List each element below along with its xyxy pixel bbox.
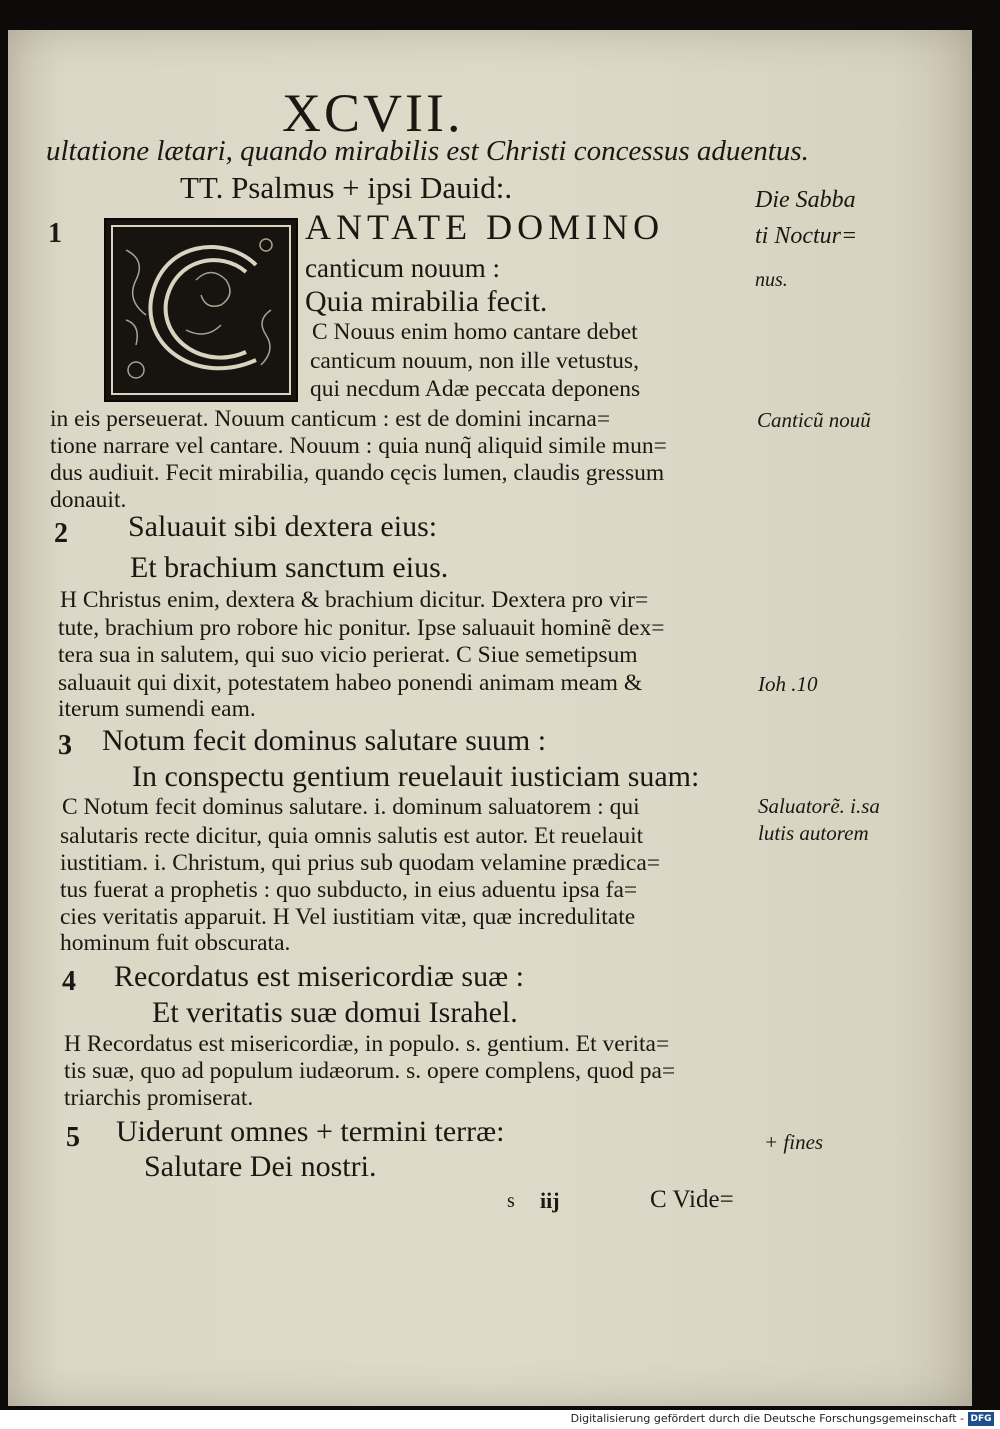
commentary-line: tis suæ, quo ad populum iudæorum. s. opere complens, quod pa= bbox=[64, 1058, 676, 1084]
verse-number: 4 bbox=[62, 966, 76, 997]
catchword: C Vide= bbox=[650, 1186, 734, 1213]
verse-number: 2 bbox=[54, 518, 68, 549]
verse-line: Salutare Dei nostri. bbox=[144, 1150, 377, 1183]
running-line: ultatione lætari, quando mirabilis est Christi concessus aduentus. bbox=[46, 135, 809, 167]
commentary-line: tute, brachium pro robore hic ponitur. Ipse saluauit hominẽ dex= bbox=[58, 615, 665, 641]
verse-number: 3 bbox=[58, 730, 72, 761]
commentary-line: tus fuerat a prophetis : quo subducto, in eius aduentu ipsa fa= bbox=[60, 877, 638, 903]
signature-mark: s bbox=[507, 1190, 515, 1212]
marginal-note: + fines bbox=[764, 1130, 824, 1154]
marginal-note: lutis autorem bbox=[758, 821, 869, 845]
commentary-line: triarchis promiserat. bbox=[64, 1085, 254, 1111]
footer-credit: Digitalisierung gefördert durch die Deutsche Forschungsgemeinschaft - bbox=[570, 1412, 964, 1425]
marginal-note: nus. bbox=[755, 269, 788, 291]
commentary-line: canticum nouum, non ille vetustus, bbox=[310, 348, 639, 374]
verse-line: In conspectu gentium reuelauit iusticiam suam: bbox=[132, 760, 700, 793]
verse-number: 1 bbox=[48, 218, 62, 249]
commentary-line: saluauit qui dixit, potestatem habeo ponendi animam meam & bbox=[58, 670, 643, 696]
marginal-note: Die Sabba bbox=[755, 187, 856, 213]
commentary-line: donauit. bbox=[50, 487, 127, 513]
signature-number: iij bbox=[540, 1188, 560, 1213]
psalm-title: TT. Psalmus + ipsi Dauid:. bbox=[180, 170, 513, 205]
marginal-note: Saluatorẽ. i.sa bbox=[758, 794, 880, 818]
marginal-note: Canticũ nouũ bbox=[757, 408, 871, 432]
commentary-line: C Nouus enim homo cantare debet bbox=[312, 319, 638, 345]
dfg-logo: DFG bbox=[968, 1412, 994, 1426]
verse-line: Et veritatis suæ domui Israhel. bbox=[152, 996, 518, 1029]
verse-line: Notum fecit dominus salutare suum : bbox=[102, 724, 547, 757]
verse-number: 5 bbox=[66, 1122, 80, 1153]
commentary-line: tione narrare vel cantare. Nouum : quia nunq̃ aliquid simile mun= bbox=[50, 433, 667, 459]
decorated-initial-c-icon bbox=[104, 218, 298, 402]
verse-line: Uiderunt omnes + termini terræ: bbox=[116, 1115, 505, 1148]
verse-line: canticum nouum : bbox=[305, 253, 500, 283]
marginal-note: Ioh .10 bbox=[758, 672, 818, 696]
commentary-line: iustitiam. i. Christum, qui prius sub quodam velamine prædica= bbox=[60, 850, 661, 876]
commentary-line: salutaris recte dicitur, quia omnis salutis est autor. Et reuelauit bbox=[60, 823, 644, 849]
commentary-line: dus audiuit. Fecit mirabilia, quando cęcis lumen, claudis gressum bbox=[50, 460, 665, 486]
verse-caps: ANTATE DOMINO bbox=[305, 207, 665, 247]
commentary-line: cies veritatis apparuit. H Vel iustitiam vitæ, quæ incredulitate bbox=[60, 904, 636, 930]
commentary-line: hominum fuit obscurata. bbox=[60, 930, 291, 956]
commentary-line: H Christus enim, dextera & brachium dicitur. Dextera pro vir= bbox=[60, 587, 649, 613]
commentary-line: iterum sumendi eam. bbox=[58, 696, 256, 722]
commentary-line: C Notum fecit dominus salutare. i. dominum saluatorem : qui bbox=[62, 794, 640, 820]
verse-line: Saluauit sibi dextera eius: bbox=[128, 510, 438, 543]
commentary-line: H Recordatus est misericordiæ, in populo. s. gentium. Et verita= bbox=[64, 1031, 670, 1057]
page-number: XCVII. bbox=[282, 83, 464, 143]
commentary-line: in eis perseuerat. Nouum canticum : est de domini incarna= bbox=[50, 406, 611, 432]
commentary-line: tera sua in salutem, qui suo vicio perierat. C Siue semetipsum bbox=[58, 642, 638, 668]
verse-line: Recordatus est misericordiæ suæ : bbox=[114, 960, 524, 993]
verse-line: Quia mirabilia fecit. bbox=[305, 285, 548, 318]
marginal-note: ti Noctur= bbox=[755, 223, 858, 249]
commentary-line: qui necdum Adæ peccata deponens bbox=[310, 376, 641, 402]
verse-line: Et brachium sanctum eius. bbox=[130, 551, 449, 584]
